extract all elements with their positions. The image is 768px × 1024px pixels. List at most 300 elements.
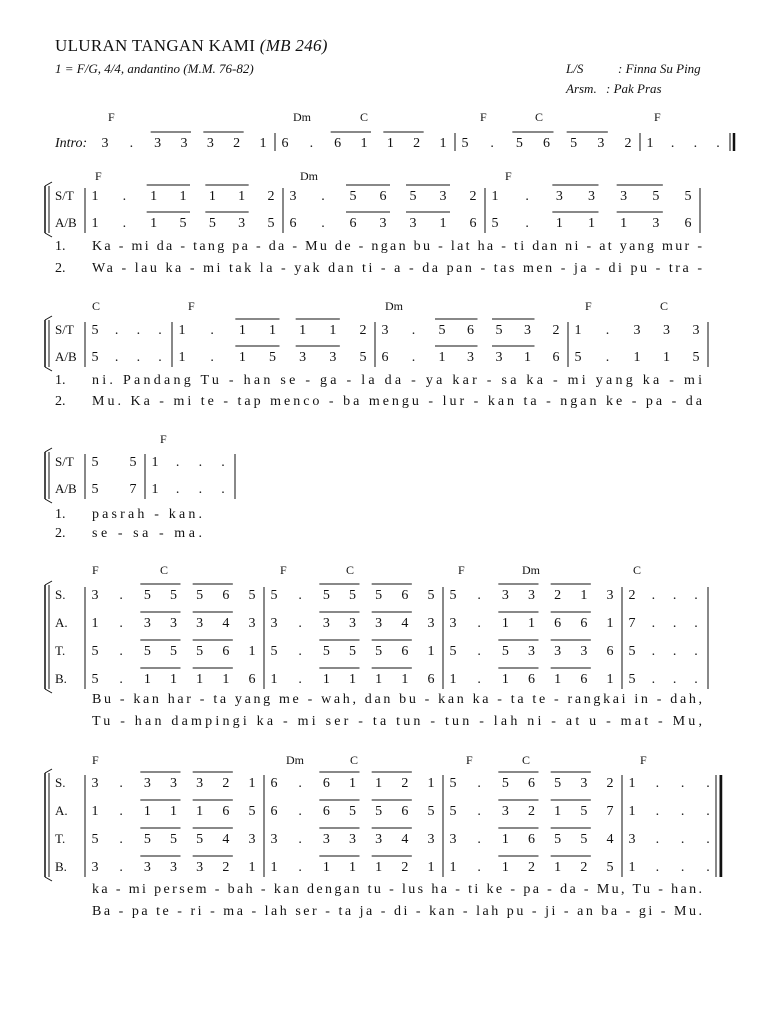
undefined-note: 1 bbox=[238, 350, 246, 365]
undefined-note: 2 bbox=[554, 588, 562, 603]
undefined-note: 1 bbox=[401, 672, 409, 687]
system-5-chord: Dm bbox=[286, 753, 304, 767]
undefined-note: . bbox=[694, 616, 698, 631]
undefined-note: . bbox=[706, 804, 710, 819]
undefined-note: 1 bbox=[360, 136, 368, 151]
undefined-note: . bbox=[119, 832, 123, 847]
undefined-note: 3 bbox=[524, 323, 531, 338]
undefined-note: 3 bbox=[329, 350, 337, 365]
system-5-chord: F bbox=[92, 753, 99, 767]
undefined-note: . bbox=[651, 644, 656, 659]
undefined-note: 5 bbox=[170, 644, 177, 659]
undefined-note: 3 bbox=[248, 616, 256, 631]
undefined-note: . bbox=[136, 323, 141, 338]
undefined-note: . bbox=[477, 832, 481, 847]
system-2-lyric: Mu. Ka - mi te - tap menco - ba mengu - lur - kan ta - ngan ke - pa - da bbox=[92, 394, 702, 409]
undefined-note: 1 bbox=[322, 860, 330, 875]
undefined-note: 3 bbox=[449, 616, 457, 631]
undefined-note: . bbox=[119, 860, 123, 875]
undefined-note: 5 bbox=[270, 588, 278, 603]
system-3-staff-label: A/B bbox=[55, 481, 77, 496]
undefined-note: 4 bbox=[606, 832, 614, 847]
undefined-note: . bbox=[298, 832, 302, 847]
undefined-note: 3 bbox=[620, 189, 628, 204]
undefined-note: . bbox=[716, 136, 720, 151]
undefined-note: . bbox=[477, 776, 481, 791]
system-3-lyric: se - sa - ma. bbox=[92, 526, 202, 541]
undefined-note: 1 bbox=[143, 804, 151, 819]
undefined-note: 2 bbox=[413, 136, 421, 151]
undefined-note: . bbox=[221, 455, 225, 470]
undefined-note: 1 bbox=[143, 672, 151, 687]
undefined-note: . bbox=[158, 350, 162, 365]
undefined-note: 1 bbox=[91, 189, 99, 204]
undefined-note: 1 bbox=[427, 860, 435, 875]
undefined-note: 5 bbox=[501, 644, 509, 659]
lyricist-name: : Finna Su Ping bbox=[618, 61, 701, 76]
undefined-note: 6 bbox=[528, 776, 535, 791]
undefined-note: . bbox=[672, 588, 677, 603]
system-5-bracket bbox=[45, 769, 52, 773]
undefined-note: 5 bbox=[91, 323, 99, 338]
undefined-note: 6 bbox=[222, 588, 230, 603]
undefined-note: 6 bbox=[401, 644, 409, 659]
undefined-note: 3 bbox=[196, 776, 204, 791]
undefined-note: 5 bbox=[409, 189, 417, 204]
undefined-note: 5 bbox=[427, 588, 435, 603]
undefined-note: . bbox=[477, 616, 481, 631]
undefined-note: 1 bbox=[375, 672, 383, 687]
undefined-note: 3 bbox=[652, 216, 660, 231]
system-5-staff-label: S. bbox=[55, 775, 66, 790]
undefined-note: 3 bbox=[588, 189, 595, 204]
system-1-lyric: Wa - lau ka - mi tak la - yak dan ti - a - da pan - tas men - ja - di pu - tra - bbox=[92, 261, 703, 276]
undefined-note: 3 bbox=[196, 616, 204, 631]
undefined-note: . bbox=[210, 323, 214, 338]
undefined-note: 5 bbox=[248, 804, 256, 819]
undefined-note: 1 bbox=[178, 323, 186, 338]
undefined-note: 1 bbox=[628, 776, 636, 791]
system-2-chord: F bbox=[188, 299, 195, 313]
undefined-note: 6 bbox=[222, 804, 230, 819]
undefined-note: 3 bbox=[528, 588, 535, 603]
undefined-note: 1 bbox=[150, 216, 158, 231]
undefined-note: 6 bbox=[248, 672, 256, 687]
undefined-note: 1 bbox=[91, 804, 99, 819]
undefined-note: . bbox=[411, 323, 416, 338]
undefined-note: 6 bbox=[401, 588, 409, 603]
undefined-note: 6 bbox=[606, 644, 614, 659]
undefined-note: 5 bbox=[515, 136, 523, 151]
undefined-note: . bbox=[298, 776, 302, 791]
undefined-note: 3 bbox=[375, 616, 383, 631]
undefined-note: . bbox=[477, 804, 481, 819]
undefined-note: . bbox=[694, 644, 698, 659]
undefined-note: 5 bbox=[322, 644, 330, 659]
undefined-note: . bbox=[490, 136, 494, 151]
undefined-note: 6 bbox=[552, 350, 560, 365]
undefined-note: . bbox=[129, 136, 134, 151]
undefined-note: . bbox=[298, 860, 302, 875]
undefined-note: 5 bbox=[449, 644, 457, 659]
undefined-note: . bbox=[693, 136, 698, 151]
undefined-note: 1 bbox=[386, 136, 394, 151]
undefined-note: 2 bbox=[233, 136, 241, 151]
undefined-note: 5 bbox=[349, 804, 356, 819]
system-5-staff-label: T. bbox=[55, 831, 66, 846]
undefined-note: 1 bbox=[528, 616, 535, 631]
undefined-note: 3 bbox=[379, 216, 387, 231]
undefined-note: 3 bbox=[427, 832, 435, 847]
system-4-lyric: Bu - kan har - ta yang me - wah, dan bu - kan ka - ta te - rangkai in - dah, bbox=[92, 692, 703, 707]
undefined-note: 5 bbox=[375, 804, 383, 819]
undefined-note: . bbox=[198, 482, 203, 497]
undefined-note: 1 bbox=[588, 216, 595, 231]
undefined-note: . bbox=[651, 672, 656, 687]
undefined-note: 3 bbox=[606, 588, 614, 603]
system-1-staff-label: S/T bbox=[55, 188, 74, 203]
undefined-note: 3 bbox=[154, 136, 162, 151]
undefined-note: 2 bbox=[469, 189, 477, 204]
undefined-note: 3 bbox=[628, 832, 636, 847]
undefined-note: 5 bbox=[580, 832, 588, 847]
undefined-note: 1 bbox=[349, 776, 356, 791]
undefined-note: 1 bbox=[501, 672, 509, 687]
undefined-note: 5 bbox=[349, 644, 356, 659]
system-5-staff-label: B. bbox=[55, 859, 67, 874]
undefined-note: 1 bbox=[91, 216, 99, 231]
system-1-bracket bbox=[45, 233, 52, 237]
undefined-note: . bbox=[298, 644, 302, 659]
undefined-note: 3 bbox=[467, 350, 474, 365]
undefined-note: 5 bbox=[684, 189, 692, 204]
undefined-note: 3 bbox=[528, 644, 535, 659]
undefined-note: 1 bbox=[449, 672, 457, 687]
intro-chord: Dm bbox=[293, 110, 311, 124]
undefined-note: 3 bbox=[289, 189, 297, 204]
undefined-note: . bbox=[605, 323, 610, 338]
system-4-chord: C bbox=[160, 563, 169, 577]
undefined-note: 5 bbox=[449, 804, 457, 819]
undefined-note: 2 bbox=[401, 860, 409, 875]
undefined-note: . bbox=[198, 455, 203, 470]
undefined-note: 1 bbox=[322, 672, 330, 687]
undefined-note: 3 bbox=[597, 136, 605, 151]
undefined-note: 1 bbox=[238, 189, 246, 204]
undefined-note: . bbox=[477, 672, 481, 687]
system-2-staff-label: A/B bbox=[55, 349, 77, 364]
undefined-note: . bbox=[119, 776, 123, 791]
undefined-note: . bbox=[525, 189, 529, 204]
undefined-note: 1 bbox=[349, 860, 356, 875]
undefined-note: 2 bbox=[222, 776, 230, 791]
undefined-note: 3 bbox=[692, 323, 700, 338]
system-5-chord: C bbox=[350, 753, 359, 767]
undefined-note: 1 bbox=[501, 616, 509, 631]
undefined-note: 3 bbox=[170, 776, 177, 791]
undefined-note: 1 bbox=[248, 644, 256, 659]
undefined-note: . bbox=[477, 588, 481, 603]
undefined-note: 1 bbox=[439, 136, 447, 151]
undefined-note: 5 bbox=[179, 216, 187, 231]
undefined-note: 3 bbox=[439, 189, 447, 204]
undefined-note: . bbox=[321, 189, 325, 204]
undefined-note: 5 bbox=[91, 482, 99, 497]
undefined-note: . bbox=[122, 216, 127, 231]
system-4-chord: F bbox=[92, 563, 99, 577]
undefined-note: . bbox=[119, 644, 123, 659]
undefined-note: . bbox=[680, 776, 685, 791]
system-1-staff-label: A/B bbox=[55, 215, 77, 230]
intro-chord: F bbox=[654, 110, 661, 124]
undefined-note: 3 bbox=[143, 776, 151, 791]
undefined-note: 5 bbox=[322, 588, 330, 603]
system-5-chord: C bbox=[522, 753, 531, 767]
undefined-note: . bbox=[706, 860, 710, 875]
undefined-note: 1 bbox=[238, 323, 246, 338]
undefined-note: . bbox=[605, 350, 610, 365]
undefined-note: 5 bbox=[491, 216, 499, 231]
undefined-note: 6 bbox=[349, 216, 357, 231]
system-1-verse-num: 1. bbox=[55, 239, 66, 254]
undefined-note: 3 bbox=[238, 216, 246, 231]
undefined-note: 1 bbox=[179, 189, 187, 204]
undefined-note: 5 bbox=[208, 216, 216, 231]
undefined-note: . bbox=[321, 216, 325, 231]
undefined-note: 2 bbox=[624, 136, 632, 151]
undefined-note: 7 bbox=[628, 616, 636, 631]
lyricist-label: L/S bbox=[566, 61, 584, 76]
arranger-label: Arsm. bbox=[566, 81, 597, 96]
undefined-note: 5 bbox=[91, 672, 99, 687]
intro-chord: F bbox=[480, 110, 487, 124]
undefined-note: 5 bbox=[196, 832, 204, 847]
undefined-note: 2 bbox=[528, 804, 535, 819]
undefined-note: . bbox=[655, 804, 660, 819]
undefined-note: 3 bbox=[554, 644, 562, 659]
undefined-note: . bbox=[706, 776, 710, 791]
undefined-note: 1 bbox=[375, 776, 383, 791]
undefined-note: 3 bbox=[91, 860, 99, 875]
undefined-note: 5 bbox=[438, 323, 446, 338]
undefined-note: 6 bbox=[528, 832, 535, 847]
system-5-lyric: ka - mi persem - bah - kan dengan tu - lus ha - ti ke - pa - da - Mu, Tu - han. bbox=[92, 882, 702, 897]
undefined-note: 3 bbox=[663, 323, 670, 338]
undefined-note: 5 bbox=[143, 644, 151, 659]
undefined-note: . bbox=[119, 672, 123, 687]
undefined-note: 5 bbox=[143, 588, 151, 603]
undefined-note: 3 bbox=[501, 804, 509, 819]
undefined-note: . bbox=[122, 189, 127, 204]
undefined-note: 3 bbox=[196, 860, 204, 875]
undefined-note: 6 bbox=[427, 672, 435, 687]
undefined-note: 5 bbox=[269, 350, 276, 365]
undefined-note: 1 bbox=[151, 455, 159, 470]
undefined-note: 1 bbox=[299, 323, 307, 338]
undefined-note: 3 bbox=[501, 588, 509, 603]
undefined-note: 5 bbox=[449, 588, 457, 603]
undefined-note: 2 bbox=[222, 860, 230, 875]
system-1-lyric: Ka - mi da - tang pa - da - Mu de - ngan bu - lat ha - ti dan ni - at yang mur - bbox=[92, 239, 702, 254]
undefined-note: 5 bbox=[267, 216, 275, 231]
undefined-note: 6 bbox=[684, 216, 692, 231]
undefined-note: 3 bbox=[495, 350, 503, 365]
system-2-staff-label: S/T bbox=[55, 322, 74, 337]
undefined-note: 6 bbox=[467, 323, 474, 338]
undefined-note: 5 bbox=[91, 455, 99, 470]
undefined-note: 5 bbox=[170, 588, 177, 603]
undefined-note: 6 bbox=[379, 189, 387, 204]
system-1-chord: Dm bbox=[300, 169, 318, 183]
undefined-note: . bbox=[477, 644, 481, 659]
undefined-note: 5 bbox=[359, 350, 367, 365]
undefined-note: 5 bbox=[349, 588, 356, 603]
undefined-note: . bbox=[680, 832, 685, 847]
system-5-lyric: Ba - pa te - ri - ma - lah ser - ta ja - di - kan - lah pu - ji - an ba - gi - Mu. bbox=[92, 904, 702, 919]
undefined-note: 7 bbox=[606, 804, 614, 819]
undefined-note: . bbox=[221, 482, 225, 497]
undefined-note: 3 bbox=[180, 136, 188, 151]
system-1-chord: F bbox=[95, 169, 102, 183]
undefined-note: 6 bbox=[580, 616, 588, 631]
intro-chord: F bbox=[108, 110, 115, 124]
undefined-note: 1 bbox=[248, 860, 256, 875]
undefined-note: . bbox=[680, 804, 685, 819]
undefined-note: 1 bbox=[501, 832, 509, 847]
undefined-note: 1 bbox=[663, 350, 670, 365]
undefined-note: 2 bbox=[552, 323, 560, 338]
undefined-note: 5 bbox=[375, 644, 383, 659]
undefined-note: 1 bbox=[554, 860, 562, 875]
undefined-note: 5 bbox=[570, 136, 578, 151]
system-3-chord: F bbox=[160, 432, 167, 446]
system-2-chord: F bbox=[585, 299, 592, 313]
title-ref: (MB 246) bbox=[259, 36, 328, 55]
system-2-verse-num: 1. bbox=[55, 373, 66, 388]
system-4-bracket bbox=[45, 581, 52, 585]
undefined-note: 1 bbox=[270, 860, 278, 875]
undefined-note: 5 bbox=[692, 350, 700, 365]
system-3-verse-num: 1. bbox=[55, 507, 66, 522]
system-5-chord: F bbox=[466, 753, 473, 767]
undefined-note: 1 bbox=[554, 672, 562, 687]
undefined-note: 6 bbox=[281, 136, 289, 151]
undefined-note: . bbox=[114, 350, 119, 365]
undefined-note: 3 bbox=[633, 323, 641, 338]
undefined-note: 1 bbox=[91, 616, 99, 631]
undefined-note: 3 bbox=[170, 860, 177, 875]
undefined-note: . bbox=[651, 616, 656, 631]
undefined-note: . bbox=[411, 350, 416, 365]
undefined-note: 1 bbox=[270, 672, 278, 687]
system-5-staff-label: A. bbox=[55, 803, 68, 818]
system-4-bracket bbox=[45, 689, 52, 693]
undefined-note: 1 bbox=[427, 644, 435, 659]
undefined-note: 6 bbox=[289, 216, 297, 231]
system-4-chord: C bbox=[633, 563, 642, 577]
undefined-note: . bbox=[655, 860, 660, 875]
undefined-note: . bbox=[655, 832, 660, 847]
system-1-chord: F bbox=[505, 169, 512, 183]
undefined-note: 3 bbox=[101, 136, 109, 151]
system-2-chord: C bbox=[660, 299, 669, 313]
undefined-note: 6 bbox=[270, 776, 278, 791]
system-4-chord: Dm bbox=[522, 563, 540, 577]
undefined-note: 3 bbox=[381, 323, 389, 338]
undefined-note: 3 bbox=[349, 832, 356, 847]
intro-chord: C bbox=[360, 110, 369, 124]
system-2-chord: C bbox=[92, 299, 101, 313]
undefined-note: 1 bbox=[580, 588, 588, 603]
system-4-lyric: Tu - han dampingi ka - mi ser - ta tun - tun - lah ni - at u - mat - Mu, bbox=[92, 714, 703, 729]
undefined-note: . bbox=[706, 832, 710, 847]
undefined-note: 3 bbox=[427, 616, 435, 631]
undefined-note: . bbox=[210, 350, 214, 365]
undefined-note: 6 bbox=[222, 644, 230, 659]
undefined-note: 6 bbox=[322, 804, 330, 819]
undefined-note: 2 bbox=[359, 323, 367, 338]
undefined-note: 5 bbox=[554, 832, 562, 847]
undefined-note: 5 bbox=[248, 588, 256, 603]
system-4-staff-label: B. bbox=[55, 671, 67, 686]
undefined-note: 6 bbox=[334, 136, 342, 151]
undefined-note: 5 bbox=[196, 644, 204, 659]
system-2-bracket bbox=[45, 316, 52, 320]
undefined-note: 5 bbox=[375, 588, 383, 603]
undefined-note: 3 bbox=[580, 776, 588, 791]
undefined-note: 5 bbox=[196, 588, 204, 603]
undefined-note: 5 bbox=[349, 189, 357, 204]
undefined-note: 3 bbox=[449, 832, 457, 847]
system-2-chord: Dm bbox=[385, 299, 403, 313]
undefined-note: . bbox=[694, 588, 698, 603]
undefined-note: . bbox=[158, 323, 162, 338]
undefined-note: 3 bbox=[375, 832, 383, 847]
undefined-note: 1 bbox=[606, 616, 614, 631]
undefined-note: . bbox=[309, 136, 314, 151]
undefined-note: 5 bbox=[606, 860, 614, 875]
undefined-note: 3 bbox=[322, 616, 330, 631]
undefined-note: 3 bbox=[409, 216, 417, 231]
undefined-note: 5 bbox=[580, 804, 588, 819]
undefined-note: 2 bbox=[606, 776, 614, 791]
undefined-note: . bbox=[670, 136, 675, 151]
undefined-note: 4 bbox=[222, 616, 230, 631]
undefined-note: 5 bbox=[449, 776, 457, 791]
undefined-note: 5 bbox=[501, 776, 509, 791]
system-5-chord: F bbox=[640, 753, 647, 767]
undefined-note: 1 bbox=[178, 350, 186, 365]
undefined-note: . bbox=[175, 482, 180, 497]
undefined-note: 1 bbox=[150, 189, 158, 204]
undefined-note: . bbox=[672, 616, 677, 631]
system-3-staff-label: S/T bbox=[55, 454, 74, 469]
undefined-note: 1 bbox=[196, 804, 204, 819]
undefined-note: . bbox=[119, 616, 123, 631]
undefined-note: 1 bbox=[449, 860, 457, 875]
undefined-note: 5 bbox=[495, 323, 503, 338]
undefined-note: 1 bbox=[259, 136, 267, 151]
undefined-note: 4 bbox=[222, 832, 230, 847]
undefined-note: 3 bbox=[206, 136, 214, 151]
undefined-note: 1 bbox=[524, 350, 531, 365]
system-4-chord: C bbox=[346, 563, 355, 577]
system-3-verse-num: 2. bbox=[55, 526, 66, 541]
undefined-note: 6 bbox=[381, 350, 389, 365]
undefined-note: 1 bbox=[438, 350, 446, 365]
undefined-note: 1 bbox=[620, 216, 628, 231]
undefined-note: 3 bbox=[299, 350, 307, 365]
